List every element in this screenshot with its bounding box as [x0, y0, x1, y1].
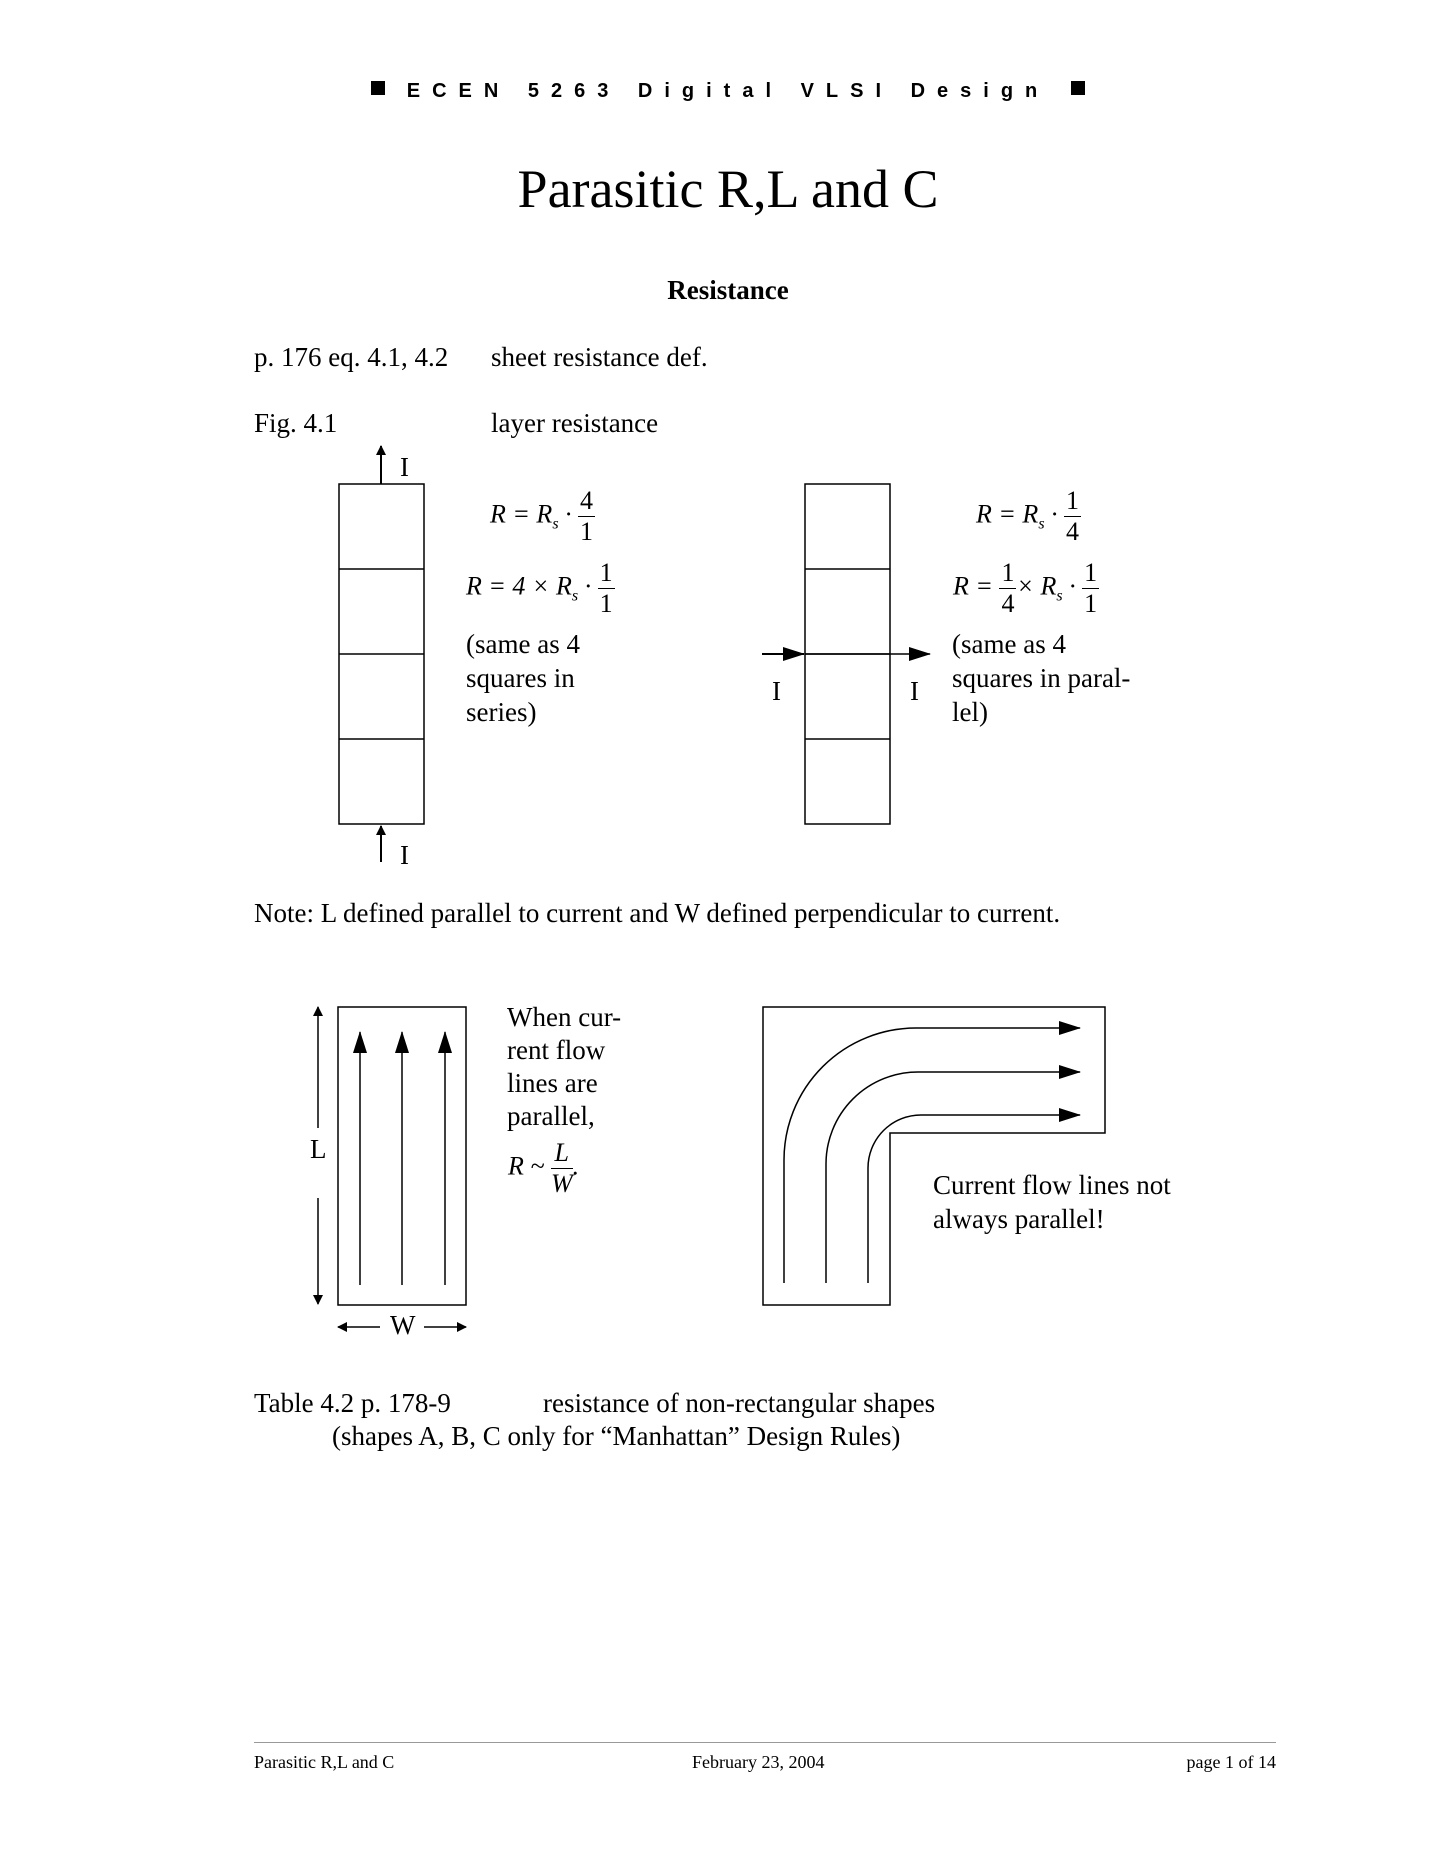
- current-label-right: I: [910, 676, 919, 706]
- ref-fig-desc: layer resistance: [491, 408, 659, 438]
- ref-eq-label: p. 176 eq. 4.1, 4.2: [254, 342, 449, 372]
- footer-page: page 1 of 14: [1186, 1752, 1276, 1772]
- series-caption: (same as 4 squares in series): [466, 629, 580, 727]
- ref-eq-desc: sheet resistance def.: [491, 342, 708, 372]
- section-heading: Resistance: [667, 275, 789, 305]
- series-resistor: [339, 484, 424, 824]
- width-label: W: [390, 1310, 416, 1340]
- corner-caption: Current flow lines not always parallel!: [933, 1170, 1171, 1234]
- flow-equation: R ~ $\frac{L}{W}$ .: [508, 1138, 580, 1198]
- footer-date: February 23, 2004: [692, 1752, 825, 1772]
- parallel-caption: (same as 4 squares in paral- lel): [952, 629, 1131, 727]
- note-text: Note: L defined parallel to current and W defined perpendicular to current.: [254, 898, 1061, 928]
- table-desc: resistance of non-rectangular shapes: [543, 1388, 936, 1418]
- ref-fig-label: Fig. 4.1: [254, 408, 338, 438]
- corner-shape: [763, 1007, 1105, 1305]
- table-note: (shapes A, B, C only for “Manhattan” Design Rules): [332, 1421, 901, 1451]
- length-label: L: [310, 1134, 327, 1164]
- series-eq-2: $R = 4 \times R_s$ · $\frac{1}{1}$: [466, 558, 613, 618]
- parallel-flow-caption: When cur- rent flow lines are parallel,: [507, 1002, 622, 1131]
- page-title: Parasitic R,L and C: [517, 159, 939, 219]
- corner-flow-line-1: [784, 1028, 1080, 1283]
- header-text: ECEN 5263 Digital VLSI Design: [406, 80, 1050, 102]
- current-label-bottom: I: [400, 840, 409, 870]
- series-eq-1: $R = R_s$ · $\frac{4}{1}$: [490, 486, 594, 546]
- footer-rule: [254, 1742, 1276, 1743]
- footer-left: Parasitic R,L and C: [254, 1752, 395, 1772]
- parallel-eq-1: $R = R_s$ · $\frac{1}{4}$: [976, 486, 1080, 546]
- table-ref: Table 4.2 p. 178-9: [254, 1388, 451, 1418]
- current-label-top: I: [400, 452, 409, 482]
- current-label-left: I: [772, 676, 781, 706]
- parallel-eq-2: R = $\frac{1}{4}$ × $R_s$ · $\frac{1}{1}$: [953, 558, 1098, 618]
